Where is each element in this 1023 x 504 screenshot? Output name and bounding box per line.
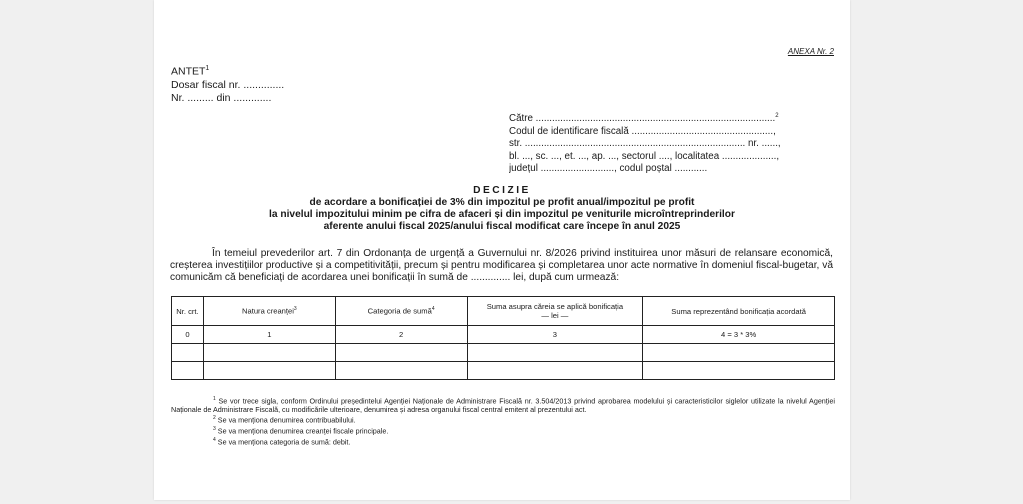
footnote-4 (171, 436, 835, 447)
title-decizie: DECIZIE (473, 185, 531, 196)
antet-label: ANTET (171, 65, 206, 78)
antet-line (171, 62, 284, 79)
decision-title (154, 185, 850, 233)
document-page (154, 0, 850, 500)
header-bonificatie: Suma reprezentând bonificația acordată (643, 297, 835, 326)
footnote-3 (171, 425, 835, 436)
footnotes (171, 395, 835, 447)
table-index-row (172, 326, 835, 344)
table-cell: 2 (335, 326, 467, 344)
footnote-1 (171, 395, 835, 414)
header-suma (467, 297, 643, 326)
footnote-3-text: Se va menționa denumirea creanței fiscale principale. (217, 426, 389, 436)
footnote-4-text: Se va menționa categoria de sumă: debit. (217, 437, 351, 447)
header-natura (203, 297, 335, 326)
body-text: În temeiul prevederilor art. 7 din Ordonanța de urgență a Guvernului nr. 8/2026 privind instituirea unor măsuri de relansare economică, creșterea investițiilor productive și a competitivității, precum și pentru modificarea și completarea unor acte normative în domeniul fiscal-bugetar, vă comunicăm că beneficiați de acordarea unei bonificații în sumă de .............. lei, după cum urmează: (170, 248, 833, 283)
header-suma-text: Suma asupra căreia se aplică bonificația (486, 302, 624, 311)
table-cell: 3 (467, 326, 643, 344)
county-line: județul ..........................., codul poștal ............ (509, 163, 708, 175)
table-cell (172, 362, 204, 380)
building-line: bl. ..., sc. ..., et. ..., ap. ..., sectorul ...., localitatea ...................., (509, 150, 780, 162)
table-cell (643, 344, 835, 362)
table-row (172, 344, 835, 362)
table-cell (203, 344, 335, 362)
title-line-3: la nivelul impozitului minim pe cifra de afaceri și din impozitul pe veniturile microîntreprinderilor (269, 209, 735, 220)
street-line: str. ................................................................................. nr. ......, (509, 138, 781, 150)
table-cell (467, 362, 643, 380)
footnote-2-text: Se va menționa denumirea contribuabilului. (217, 415, 356, 425)
annex-label: ANEXA Nr. 2 (787, 47, 834, 56)
nr-din-line: Nr. ......... din ............. (171, 91, 272, 104)
table-cell (203, 362, 335, 380)
table-cell: 0 (172, 326, 204, 344)
body-paragraph (170, 248, 833, 283)
table-cell (643, 362, 835, 380)
recipient-block (509, 110, 834, 176)
title-line-2: de acordare a bonificației de 3% din impozitul pe profit anual/impozitul pe profit (309, 197, 695, 208)
header-categoria (335, 297, 467, 326)
table-header-row (172, 297, 835, 326)
footnote-marker-2: 2 (213, 415, 216, 422)
table-row (172, 362, 835, 380)
catre-text: Către ........................................................................................ (509, 113, 776, 124)
catre-line (509, 110, 834, 126)
table-cell (335, 362, 467, 380)
header-suma-unit: — lei — (541, 311, 569, 320)
footnote-marker-3: 3 (213, 426, 216, 432)
footnote-ref-2: 2 (775, 113, 779, 119)
footnote-marker-1: 1 (213, 396, 216, 402)
cif-line: Codul de identificare fiscală ...................................................., (509, 125, 776, 137)
table-cell (335, 344, 467, 362)
table-cell (467, 344, 643, 362)
footnote-ref-4: 4 (431, 306, 435, 313)
header-block (171, 62, 284, 105)
title-line-4: aferente anului fiscal 2025/anului fiscal modificat care începe în anul 2025 (323, 221, 681, 232)
footnote-ref-3: 3 (293, 306, 297, 313)
table-cell: 4 = 3 * 3% (643, 326, 835, 344)
table-cell: 1 (203, 326, 335, 344)
footnote-1-text: Se vor trece sigla, conform Ordinului președintelui Agenției Naționale de Administrare Fiscală nr. 3.504/2013 privind aprobarea modelului și caracteristicilor siglelor utilizate la nivelul Agenției Naționale de Administrare Fiscală, cu modificările ulterioare, denumirea și adresa organului fiscal central emitent al prezentului act. (171, 396, 835, 414)
header-natura-text: Natura creanței (242, 306, 294, 316)
header-categoria-text: Categoria de sumă (367, 306, 432, 316)
footnote-2 (171, 414, 835, 425)
dosar-fiscal-line: Dosar fiscal nr. .............. (171, 78, 285, 91)
footnote-marker-4: 4 (213, 436, 216, 443)
header-nr-crt: Nr. crt. (172, 297, 204, 326)
table-cell (172, 344, 204, 362)
footnote-ref-1: 1 (205, 65, 210, 72)
bonus-table (171, 296, 835, 380)
